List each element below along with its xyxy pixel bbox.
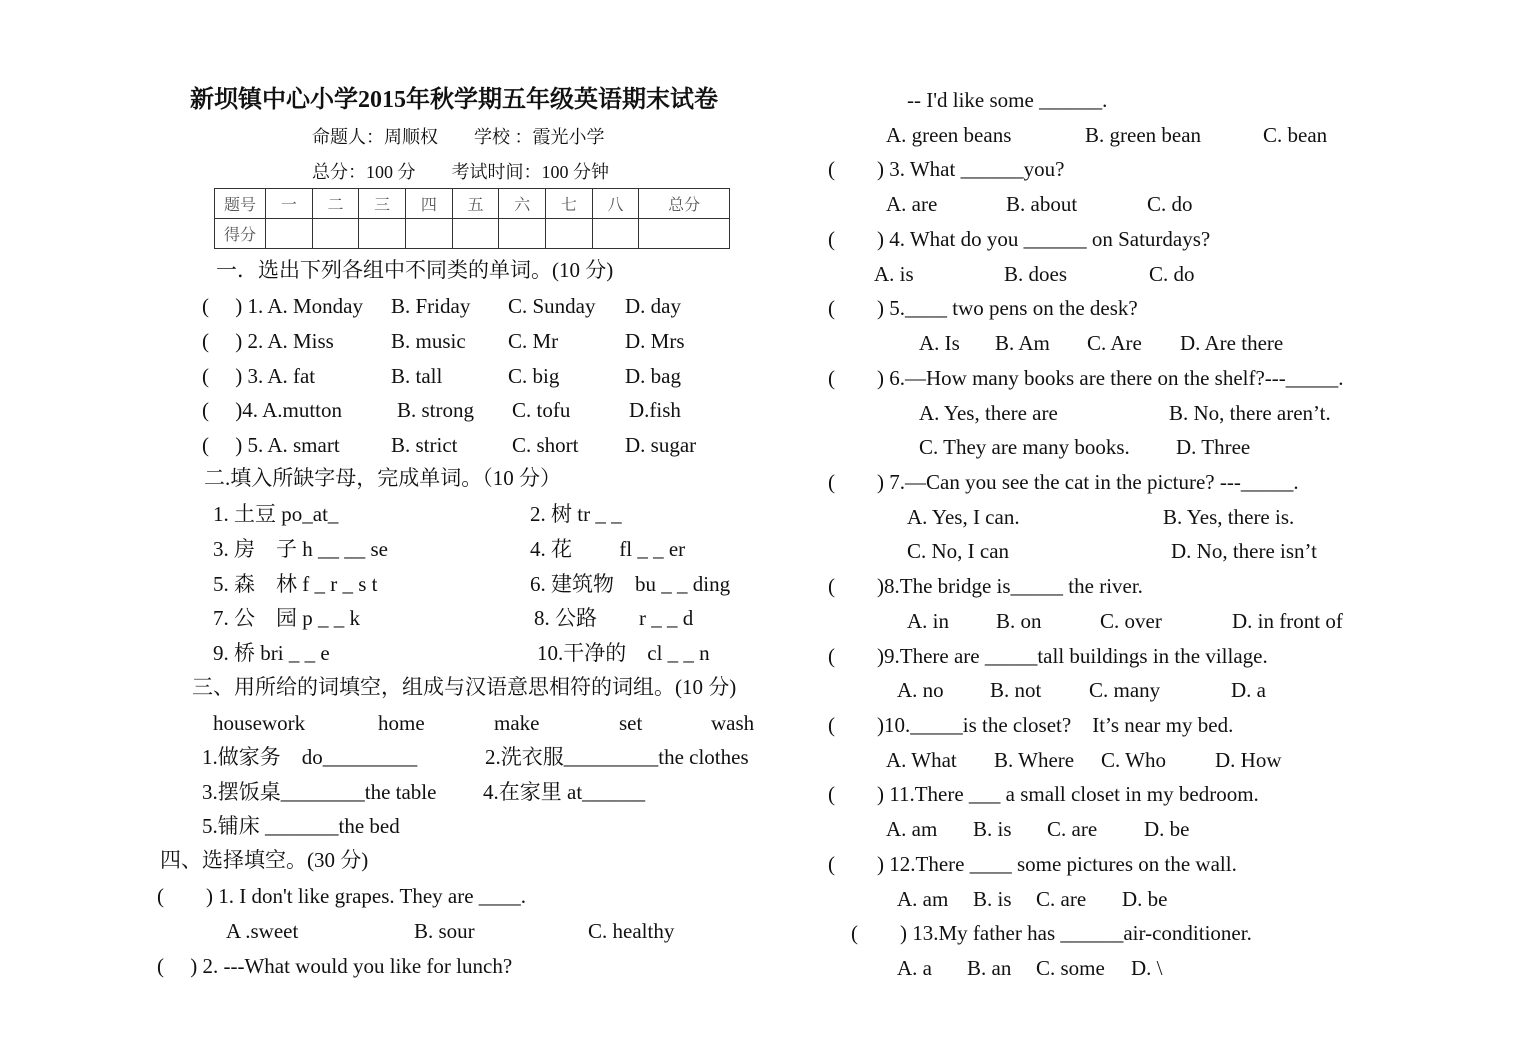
option-b: B. about bbox=[1006, 192, 1078, 216]
question-stem: ( ) 2. ---What would you like for lunch? bbox=[157, 954, 513, 978]
option-d: D. \ bbox=[1131, 956, 1163, 980]
option-d: D. bag bbox=[625, 364, 681, 388]
question-stem: ( )4. A.mutton bbox=[202, 398, 342, 422]
option-c: C. No, I can bbox=[907, 539, 1010, 563]
page-title: 新坝镇中心小学2015年秋学期五年级英语期末试卷 bbox=[190, 87, 718, 113]
table-cell: 八 bbox=[592, 189, 639, 219]
option-b: B. is bbox=[973, 887, 1012, 911]
option-b: B. strong bbox=[397, 398, 475, 422]
question-stem: ( ) 7.—Can you see the cat in the picture? ---_____. bbox=[828, 470, 1299, 494]
list-item: 1. 土豆 po_at_ bbox=[213, 502, 339, 526]
option-b: B. sour bbox=[414, 919, 475, 943]
question-stem: ( ) 5. A. smart bbox=[202, 433, 340, 457]
option-c: C. bean bbox=[1263, 123, 1328, 147]
option-a: A. What bbox=[886, 748, 957, 772]
question-stem: ( ) 1. I don't like grapes. They are ____. bbox=[157, 884, 527, 908]
option-b: B. Yes, there is. bbox=[1163, 505, 1295, 529]
option-b: B. strict bbox=[391, 433, 458, 457]
list-item: 7. 公 园 p _ _ k bbox=[213, 606, 360, 630]
list-item: 8. 公路 r _ _ d bbox=[534, 606, 694, 630]
option-a: A. Is bbox=[919, 331, 960, 355]
score-table-score-row bbox=[215, 219, 730, 249]
option-a: A. Yes, I can. bbox=[907, 505, 1020, 529]
list-item: 2. 树 tr _ _ bbox=[530, 502, 622, 526]
table-cell: 四 bbox=[406, 189, 453, 219]
section1-heading: 一．选出下列各组中不同类的单词。(10 分) bbox=[216, 258, 614, 282]
option-b: B. an bbox=[967, 956, 1012, 980]
table-cell: 得分 bbox=[215, 219, 266, 249]
score-input-cell[interactable] bbox=[499, 219, 546, 249]
option-d: D. How bbox=[1215, 748, 1282, 772]
table-cell: 五 bbox=[452, 189, 499, 219]
option-a: A. no bbox=[897, 678, 944, 702]
score-time-line: 总分：100 分 考试时间：100 分钟 bbox=[312, 162, 609, 182]
option-c: C. tofu bbox=[512, 398, 571, 422]
option-c: C. do bbox=[1149, 262, 1195, 286]
question-stem: ( ) 4. What do you ______ on Saturdays? bbox=[828, 227, 1211, 251]
word-bank-item: make bbox=[494, 711, 540, 735]
score-input-cell[interactable] bbox=[452, 219, 499, 249]
option-b: B. not bbox=[990, 678, 1042, 702]
option-a: A. green beans bbox=[886, 123, 1012, 147]
option-c: C. are bbox=[1047, 817, 1098, 841]
option-b: B. tall bbox=[391, 364, 443, 388]
score-input-cell[interactable] bbox=[312, 219, 359, 249]
option-d: D. day bbox=[625, 294, 681, 318]
section3-heading: 三、用所给的词填空，组成与汉语意思相符的词组。(10 分) bbox=[192, 675, 737, 699]
option-d: D. sugar bbox=[625, 433, 697, 457]
option-b: B. music bbox=[391, 329, 466, 353]
option-c: C. healthy bbox=[588, 919, 675, 943]
list-item: 3. 房 子 h __ __ se bbox=[213, 537, 388, 561]
option-d: D. a bbox=[1231, 678, 1266, 702]
table-cell: 六 bbox=[499, 189, 546, 219]
option-c: C. big bbox=[508, 364, 560, 388]
list-item: 6. 建筑物 bu _ _ ding bbox=[530, 572, 731, 596]
question-stem: ( ) 11.There ___ a small closet in my bedroom. bbox=[828, 782, 1259, 806]
score-input-cell[interactable] bbox=[592, 219, 639, 249]
option-c: C. over bbox=[1100, 609, 1162, 633]
list-item: 1.做家务 do_________ bbox=[202, 745, 418, 769]
option-a: A. am bbox=[886, 817, 938, 841]
list-item: 10.干净的 cl _ _ n bbox=[537, 641, 710, 665]
option-d: D.fish bbox=[629, 398, 681, 422]
option-d: D. be bbox=[1144, 817, 1190, 841]
option-c: C. many bbox=[1089, 678, 1161, 702]
option-d: D. Are there bbox=[1180, 331, 1284, 355]
word-bank-item: home bbox=[378, 711, 425, 735]
word-bank-item: set bbox=[619, 711, 643, 735]
list-item: 4.在家里 at______ bbox=[483, 780, 646, 804]
option-c: C. Who bbox=[1101, 748, 1166, 772]
question-continuation: -- I'd like some ______. bbox=[907, 88, 1108, 112]
option-a: A. are bbox=[886, 192, 938, 216]
question-stem: ( ) 5.____ two pens on the desk? bbox=[828, 296, 1138, 320]
option-b: B. Am bbox=[995, 331, 1050, 355]
score-input-cell[interactable] bbox=[266, 219, 313, 249]
option-a: A. is bbox=[874, 262, 914, 286]
author-line: 命题人：周顺权 学校 ：霞光小学 bbox=[312, 127, 605, 147]
option-b: B. No, there aren’t. bbox=[1169, 401, 1331, 425]
table-cell: 二 bbox=[312, 189, 359, 219]
list-item: 5. 森 林 f _ r _ s t bbox=[213, 572, 378, 596]
question-stem: ( )8.The bridge is_____ the river. bbox=[828, 574, 1143, 598]
option-b: B. on bbox=[996, 609, 1042, 633]
section4-heading: 四、选择填空。(30 分) bbox=[160, 848, 369, 872]
list-item: 5.铺床 _______the bed bbox=[202, 814, 400, 838]
option-d: D. No, there isn’t bbox=[1171, 539, 1318, 563]
option-a: A. am bbox=[897, 887, 949, 911]
option-c: C. short bbox=[512, 433, 579, 457]
table-cell: 题号 bbox=[215, 189, 266, 219]
table-cell: 七 bbox=[546, 189, 593, 219]
list-item: 3.摆饭桌________the table bbox=[202, 780, 437, 804]
option-b: B. is bbox=[973, 817, 1012, 841]
list-item: 9. 桥 bri _ _ e bbox=[213, 641, 330, 665]
question-stem: ( ) 2. A. Miss bbox=[202, 329, 334, 353]
option-a: A. in bbox=[907, 609, 949, 633]
word-bank-item: wash bbox=[711, 711, 755, 735]
score-table bbox=[214, 188, 730, 249]
option-b: B. Friday bbox=[391, 294, 471, 318]
option-b: B. green bean bbox=[1085, 123, 1202, 147]
option-b: B. Where bbox=[994, 748, 1075, 772]
option-c: C. They are many books. bbox=[919, 435, 1130, 459]
option-a: A .sweet bbox=[226, 919, 299, 943]
option-d: D. in front of bbox=[1232, 609, 1343, 633]
word-bank-item: housework bbox=[213, 711, 306, 735]
option-d: D. Three bbox=[1176, 435, 1251, 459]
option-d: D. Mrs bbox=[625, 329, 685, 353]
option-d: D. be bbox=[1122, 887, 1168, 911]
option-a: A. a bbox=[897, 956, 932, 980]
question-stem: ( ) 13.My father has ______air-conditioner. bbox=[851, 921, 1252, 945]
option-a: A. Yes, there are bbox=[919, 401, 1058, 425]
table-cell: 三 bbox=[359, 189, 406, 219]
score-input-cell[interactable] bbox=[639, 219, 730, 249]
score-input-cell[interactable] bbox=[406, 219, 453, 249]
score-table-header-row bbox=[215, 189, 730, 219]
question-stem: ( ) 3. What ______you? bbox=[828, 157, 1065, 181]
option-c: C. Are bbox=[1087, 331, 1142, 355]
list-item: 4. 花 fl _ _ er bbox=[530, 537, 686, 561]
option-c: C. Mr bbox=[508, 329, 559, 353]
question-stem: ( )9.There are _____tall buildings in the village. bbox=[828, 644, 1268, 668]
table-cell: 一 bbox=[266, 189, 313, 219]
question-stem: ( ) 12.There ____ some pictures on the wall. bbox=[828, 852, 1237, 876]
list-item: 2.洗衣服_________the clothes bbox=[485, 745, 749, 769]
question-stem: ( ) 1. A. Monday bbox=[202, 294, 363, 318]
option-c: C. Sunday bbox=[508, 294, 596, 318]
table-cell: 总分 bbox=[639, 189, 730, 219]
option-c: C. do bbox=[1147, 192, 1193, 216]
question-stem: ( )10._____is the closet? It’s near my bed. bbox=[828, 713, 1234, 737]
question-stem: ( ) 3. A. fat bbox=[202, 364, 316, 388]
option-b: B. does bbox=[1004, 262, 1067, 286]
option-c: C. are bbox=[1036, 887, 1087, 911]
section2-heading: 二.填入所缺字母，完成单词。（10 分） bbox=[204, 466, 561, 490]
question-stem: ( ) 6.—How many books are there on the shelf?---_____. bbox=[828, 366, 1344, 390]
score-input-cell[interactable] bbox=[546, 219, 593, 249]
score-input-cell[interactable] bbox=[359, 219, 406, 249]
option-c: C. some bbox=[1036, 956, 1105, 980]
